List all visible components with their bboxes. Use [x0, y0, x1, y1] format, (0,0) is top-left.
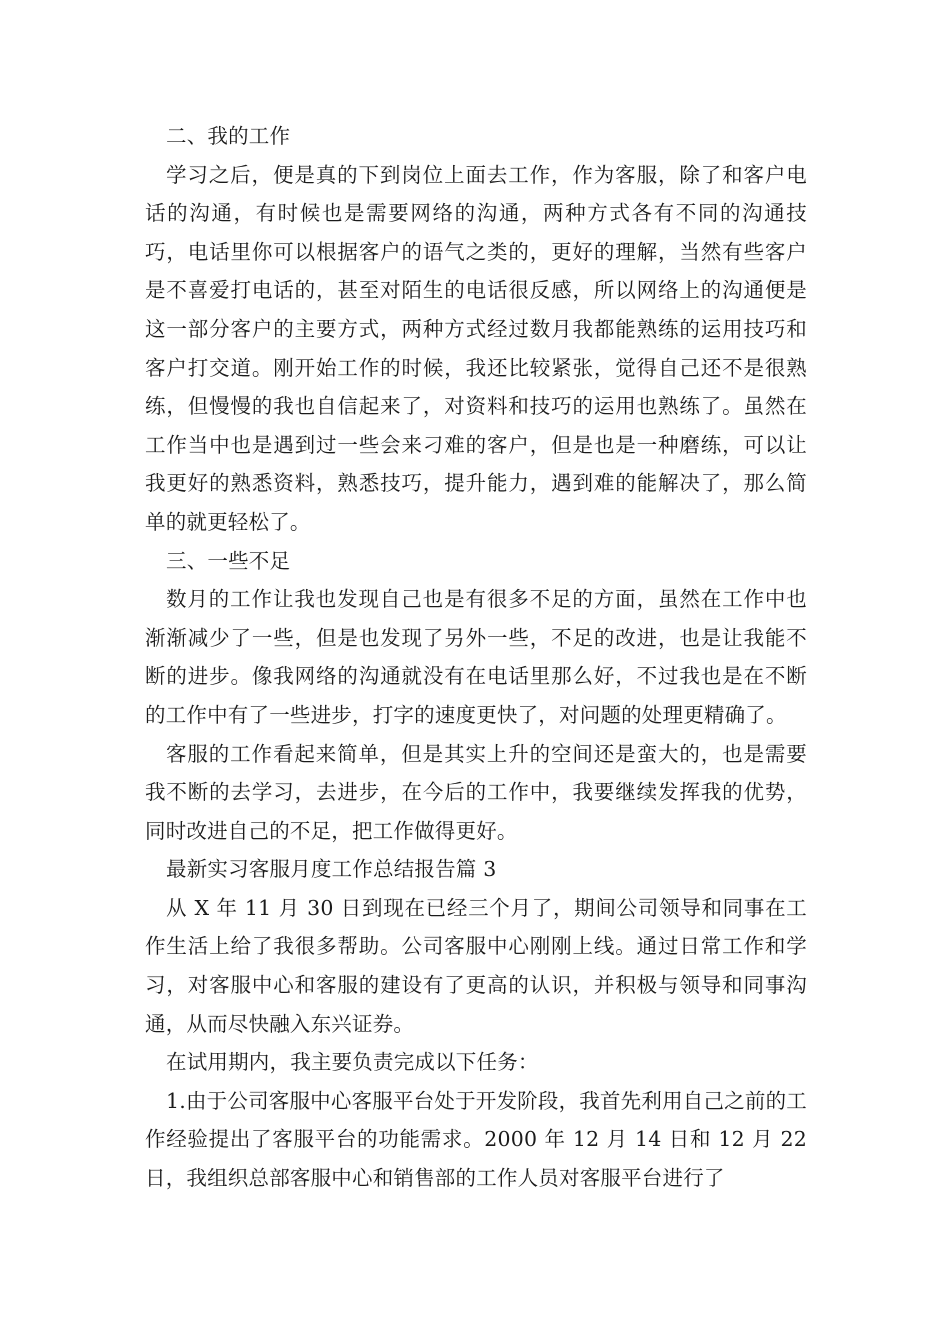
paragraph-shortcomings: 数月的工作让我也发现自己也是有很多不足的方面，虽然在工作中也渐渐减少了一些，但是也发现了另外一些，不足的改进，也是让我能不断的进步。像我网络的沟通就没有在电话里那么好，不过我也是在不断的工作中有了一些进步，打字的速度更快了，对问题的处理更精确了。: [145, 587, 807, 727]
article-title-part-3: 最新实习客服月度工作总结报告篇 3: [166, 857, 497, 882]
paragraph-three-months: 从 X 年 11 月 30 日到现在已经三个月了，期间公司领导和同事在工作生活上给了我很多帮助。公司客服中心刚刚上线。通过日常工作和学习，对客服中心和客服的建设有了更高的认识，并积极与领导和同事沟通，从而尽快融入东兴证券。: [145, 895, 807, 1036]
document-body: [145, 117, 807, 1198]
paragraph-task-1: 1.由于公司客服中心客服平台处于开发阶段，我首先利用自己之前的工作经验提出了客服平台的功能需求。2000 年 12 月 14 日和 12 月 22 日，我组织总部客服中心和销售部的工作人员对客服平台进行了: [145, 1088, 807, 1191]
paragraph-work-description: 学习之后，便是真的下到岗位上面去工作，作为客服，除了和客户电话的沟通，有时候也是需要网络的沟通，两种方式各有不同的沟通技巧，电话里你可以根据客户的语气之类的，更好的理解，当然有些客户是不喜爱打电话的，甚至对陌生的电话很反感，所以网络上的沟通便是这一部分客户的主要方式，两种方式经过数月我都能熟练的运用技巧和客户打交道。刚开始工作的时候，我还比较紧张，觉得自己还不是很熟练，但慢慢的我也自信起来了，对资料和技巧的运用也熟练了。虽然在工作当中也是遇到过一些会来刁难的客户，但是也是一种磨练，可以让我更好的熟悉资料，熟悉技巧，提升能力，遇到难的能解决了，那么简单的就更轻松了。: [145, 162, 807, 534]
section-heading-my-work: 二、我的工作: [166, 124, 291, 148]
paragraph-probation-tasks: 在试用期内，我主要负责完成以下任务：: [166, 1050, 539, 1075]
section-heading-shortcomings: 三、一些不足: [166, 548, 291, 573]
paragraph-outlook: 客服的工作看起来简单，但是其实上升的空间还是蛮大的，也是需要我不断的去学习，去进步，在今后的工作中，我要继续发挥我的优势，同时改进自己的不足，把工作做得更好。: [145, 741, 807, 843]
